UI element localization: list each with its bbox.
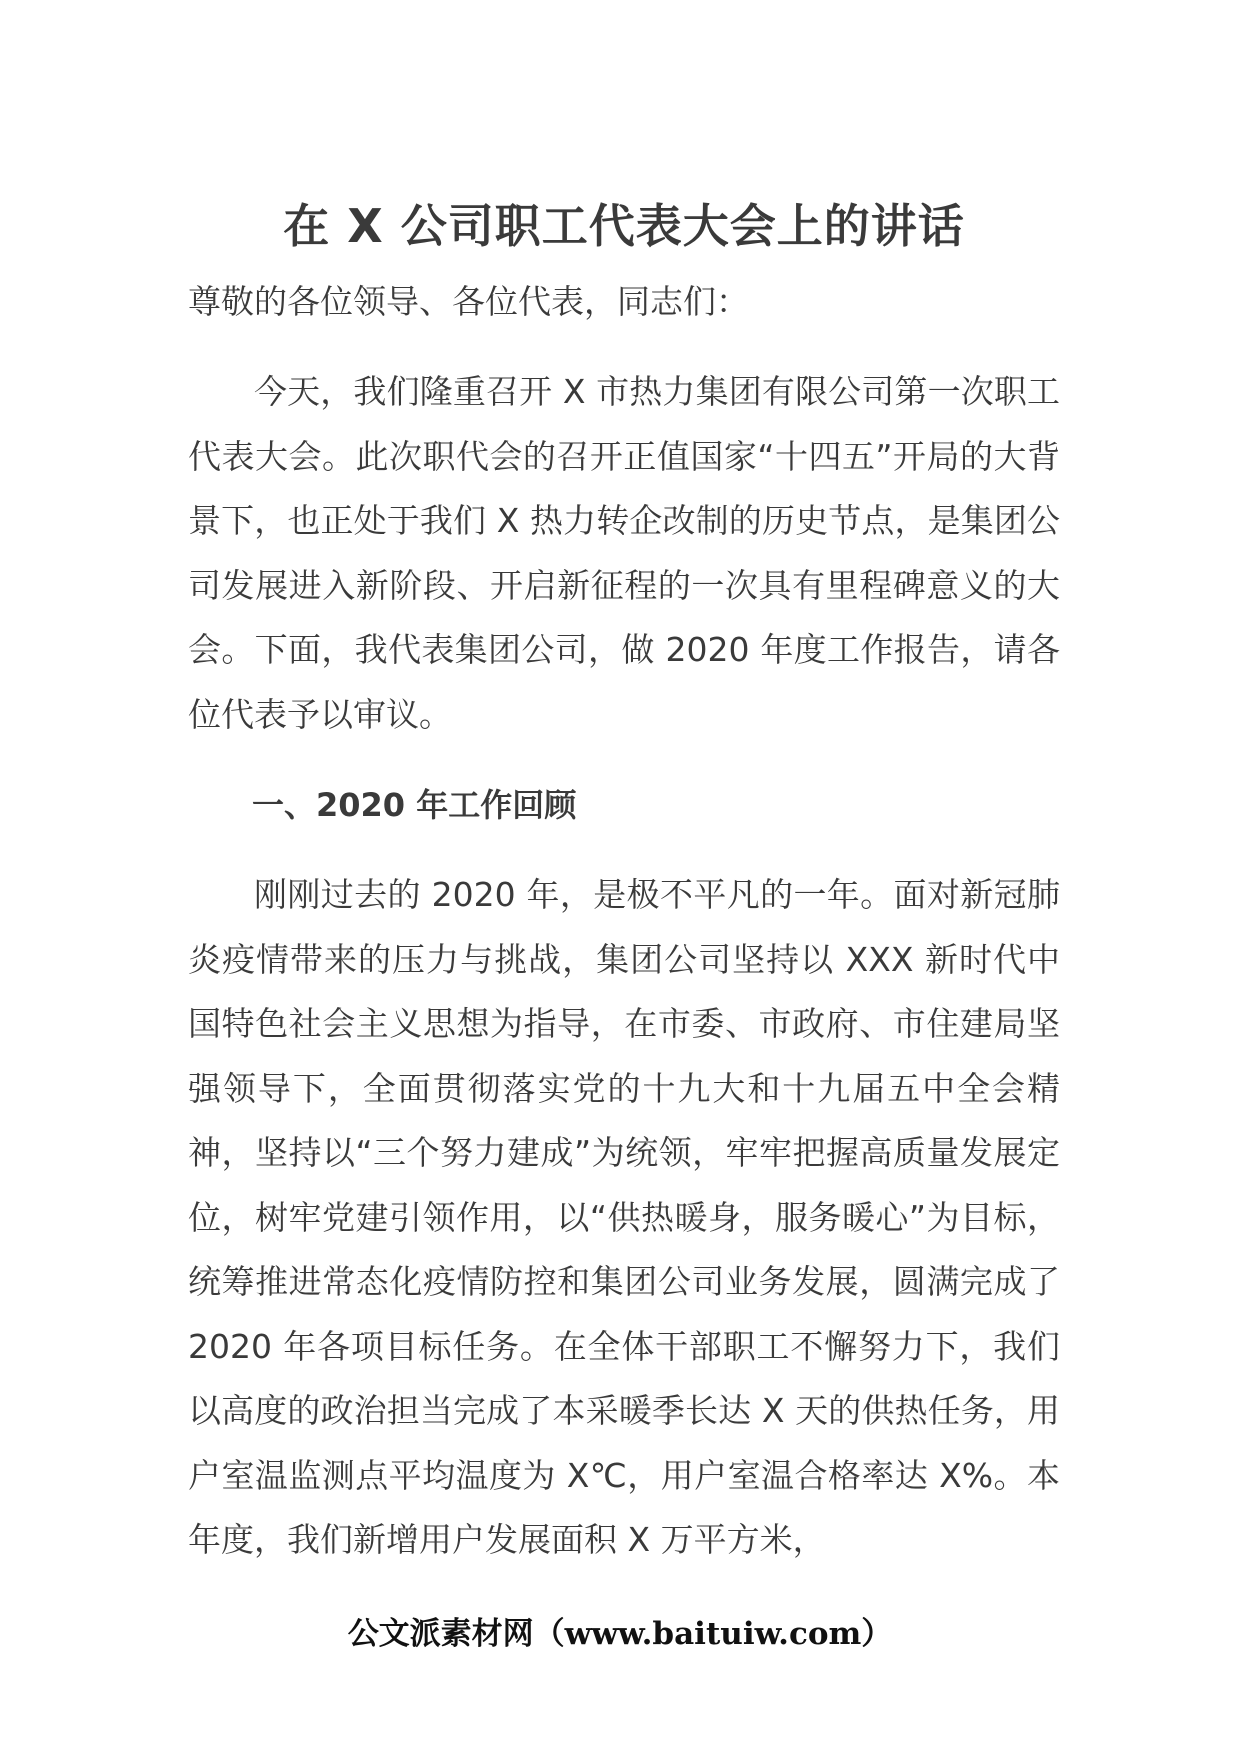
footer-watermark: 公文派素材网（www.baituiw.com） xyxy=(347,1616,893,1652)
document-body xyxy=(188,190,1060,1599)
paragraph-review: 刚刚过去的 2020 年，是极不平凡的一年。面对新冠肺炎疫情带来的压力与挑战，集团公司坚持以 XXX 新时代中国特色社会主义思想为指导，在市委、市政府、市住建局坚强领导下，全面贯彻落实党的十九大和十九届五中全会精神，坚持以“三个努力建成”为统领，牢牢把握高质量发展定位，树牢党建引领作用，以“供热暖身，服务暖心”为目标，统筹推进常态化疫情防控和集团公司业务发展，圆满完成了 2020 年各项目标任务。在全体干部职工不懈努力下，我们以高度的政治担当完成了本采暖季长达 X 天的供热任务，用户室温监测点平均温度为 X℃，用户室温合格率达 X%。本年度，我们新增用户发展面积 X 万平方米， xyxy=(188,875,1060,1559)
section-heading: 一、2020 年工作回顾 xyxy=(252,786,577,824)
paragraph-intro: 今天，我们隆重召开 X 市热力集团有限公司第一次职工代表大会。此次职代会的召开正值国家“十四五”开局的大背景下，也正处于我们 X 热力转企改制的历史节点，是集团公司发展进入新阶段、开启新征程的一次具有里程碑意义的大会。下面，我代表集团公司，做 2020 年度工作报告，请各位代表予以审议。 xyxy=(188,372,1060,734)
salutation: 尊敬的各位领导、各位代表，同志们： xyxy=(188,282,749,321)
document-title: 在 X 公司职工代表大会上的讲话 xyxy=(283,199,965,253)
